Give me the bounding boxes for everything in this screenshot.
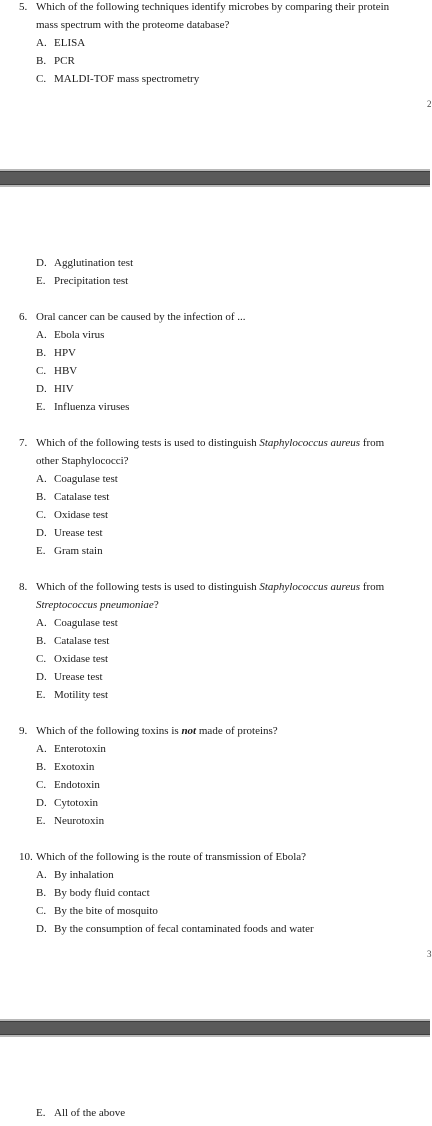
- option-text: Urease test: [54, 671, 103, 683]
- option-text: HPV: [54, 347, 77, 359]
- page-number: 2: [427, 99, 432, 109]
- option-text: Neurotoxin: [54, 815, 105, 827]
- question-text: mass spectrum with the proteome database?: [36, 19, 230, 31]
- question-text: Oral cancer can be caused by the infection of ...: [36, 311, 246, 323]
- option-letter: E.: [36, 815, 46, 827]
- option-text: Exotoxin: [54, 761, 95, 773]
- option-letter: A.: [36, 743, 47, 755]
- option-text: HIV: [54, 383, 74, 395]
- option-text: Endotoxin: [54, 779, 100, 791]
- option-letter: C.: [36, 905, 47, 917]
- option-letter: D.: [36, 383, 47, 395]
- option-letter: A.: [36, 37, 47, 49]
- option-letter: B.: [36, 761, 47, 773]
- question-text: [36, 434, 384, 452]
- option-letter: E.: [36, 275, 46, 287]
- option-text: Influenza viruses: [54, 401, 130, 413]
- question-number: 7.: [19, 437, 28, 449]
- option-text: HBV: [54, 365, 78, 377]
- option-letter: E.: [36, 689, 46, 701]
- emphasis-word: not: [181, 725, 197, 737]
- option-letter: B.: [36, 347, 47, 359]
- option-letter: B.: [36, 887, 47, 899]
- question-text-part: Which of the following tests is used to distinguish: [36, 581, 260, 593]
- option-letter: A.: [36, 617, 47, 629]
- option-text: Catalase test: [54, 635, 110, 647]
- question-text-part: Which of the following toxins is: [36, 725, 182, 737]
- option-text: All of the above: [54, 1107, 126, 1119]
- option-letter: B.: [36, 55, 47, 67]
- option-letter: C.: [36, 653, 47, 665]
- option-text: Cytotoxin: [54, 797, 99, 809]
- option-text: By the bite of mosquito: [54, 905, 158, 917]
- option-text: Oxidase test: [54, 509, 109, 521]
- option-text: Coagulase test: [54, 473, 118, 485]
- option-letter: D.: [36, 527, 47, 539]
- option-letter: D.: [36, 797, 47, 809]
- option-letter: C.: [36, 779, 47, 791]
- question-number: 6.: [19, 311, 28, 323]
- option-letter: E.: [36, 401, 46, 413]
- option-text: Gram stain: [54, 545, 103, 557]
- option-text: Coagulase test: [54, 617, 118, 629]
- question-text: other Staphylococci?: [36, 455, 129, 467]
- option-letter: E.: [36, 545, 46, 557]
- question-text: [36, 578, 384, 596]
- question-text: [36, 722, 278, 740]
- question-text-part: from: [360, 581, 385, 593]
- option-letter: A.: [36, 329, 47, 341]
- option-text: Agglutination test: [54, 257, 134, 269]
- option-text: Motility test: [54, 689, 109, 701]
- option-letter: B.: [36, 635, 47, 647]
- question-number: 8.: [19, 581, 28, 593]
- question-text: [36, 596, 159, 614]
- option-text: By body fluid contact: [54, 887, 150, 899]
- option-letter: B.: [36, 491, 47, 503]
- question-text: Which of the following is the route of transmission of Ebola?: [36, 851, 307, 863]
- option-letter: E.: [36, 1107, 46, 1119]
- question-text-part: from: [360, 437, 385, 449]
- question-number: 5.: [19, 1, 28, 13]
- option-text: By the consumption of fecal contaminated foods and water: [54, 923, 314, 935]
- question-text-part: made of proteins?: [196, 725, 278, 737]
- option-text: Precipitation test: [54, 275, 129, 287]
- option-letter: A.: [36, 869, 47, 881]
- page-break-divider: [0, 1021, 430, 1035]
- option-letter: D.: [36, 257, 47, 269]
- option-text: PCR: [54, 55, 75, 67]
- page-break-divider: [0, 171, 430, 185]
- organism-name: Staphylococcus aureus: [259, 581, 361, 593]
- option-text: Catalase test: [54, 491, 110, 503]
- question-number: 9.: [19, 725, 28, 737]
- option-text: Ebola virus: [54, 329, 105, 341]
- question-text-part: ?: [153, 599, 159, 611]
- option-letter: C.: [36, 509, 47, 521]
- option-letter: C.: [36, 73, 47, 85]
- option-letter: D.: [36, 671, 47, 683]
- option-text: Urease test: [54, 527, 103, 539]
- option-text: By inhalation: [54, 869, 114, 881]
- question-text: Which of the following techniques identify microbes by comparing their protein: [36, 1, 390, 13]
- option-text: Enterotoxin: [54, 743, 106, 755]
- question-text-part: Which of the following tests is used to distinguish: [36, 437, 260, 449]
- question-number: 10.: [19, 851, 33, 863]
- organism-name: Streptococcus pneumoniae: [36, 599, 154, 611]
- option-text: MALDI-TOF mass spectrometry: [54, 73, 200, 85]
- organism-name: Staphylococcus aureus: [259, 437, 361, 449]
- option-text: ELISA: [54, 37, 86, 49]
- option-letter: C.: [36, 365, 47, 377]
- option-letter: D.: [36, 923, 47, 935]
- option-letter: A.: [36, 473, 47, 485]
- option-text: Oxidase test: [54, 653, 109, 665]
- page-number: 3: [427, 949, 432, 959]
